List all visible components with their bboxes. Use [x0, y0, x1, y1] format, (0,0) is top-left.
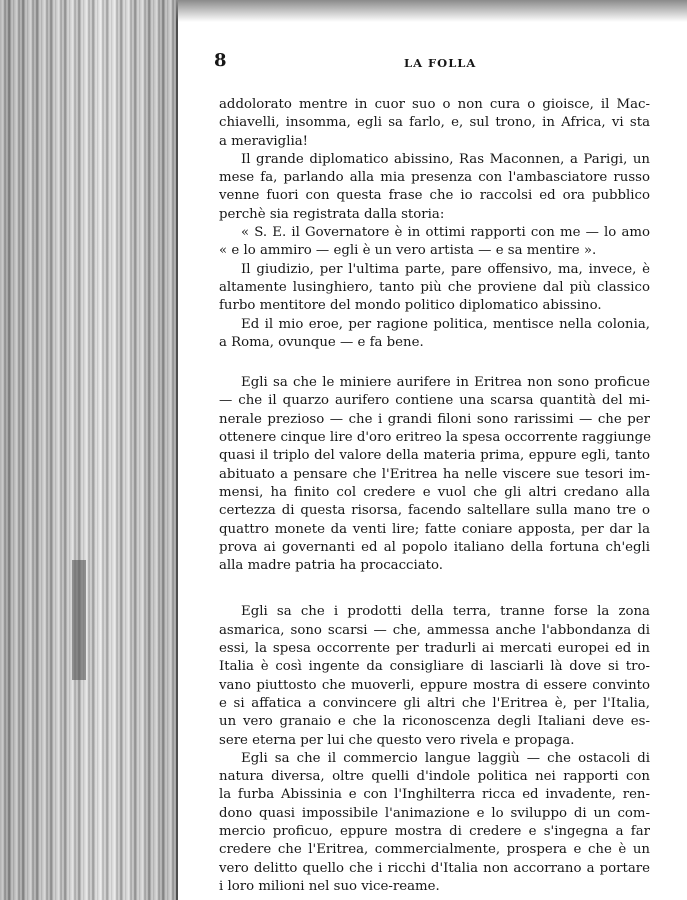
text-line: credere che l'Eritrea, commercialmente, prospera e che è un [219, 842, 650, 858]
text-line: un vero granaio e che la riconoscenza degli Italiani deve es- [219, 714, 650, 730]
text-line: vero delitto quello che i ricchi d'Italia non accorrano a portare [219, 860, 650, 876]
scan-top-shadow [176, 0, 687, 22]
text-line: Il grande diplomatico abissino, Ras Maconnen, a Parigi, un [241, 151, 650, 167]
text-line: Ed il mio eroe, per ragione politica, mentisce nella colonia, [241, 316, 650, 332]
text-line: Egli sa che i prodotti della terra, tranne forse la zona [241, 604, 650, 620]
text-line: addolorato mentre in cuor suo o non cura o gioisce, il Mac- [219, 97, 650, 112]
book-page-edge [0, 0, 178, 900]
text-line: venne fuori con questa frase che io raccolsi ed ora pubblico [219, 188, 650, 204]
text-line: ottenere cinque lire d'oro eritreo la spesa occorrente raggiunge [219, 430, 652, 446]
text-line: mese fa, parlando alla mia presenza con l'ambasciatore russo [219, 170, 650, 186]
quote-line: « S. E. il Governatore è in ottimi rapporti con me — lo amo [241, 225, 650, 241]
text-line: i loro milioni nel suo vice-reame. [219, 878, 440, 894]
text-line: — che il quarzo aurifero contiene una scarsa quantità del mi- [219, 393, 650, 409]
text-line: asmarica, sono scarsi — che, ammessa anche l'abbondanza di [219, 622, 650, 638]
section-gap [219, 352, 650, 374]
body-text [219, 96, 650, 896]
text-line: Il giudizio, per l'ultima parte, pare offensivo, ma, invece, è [241, 261, 650, 277]
text-line: chiavelli, insomma, egli sa farlo, e, sul trono, in Africa, vi sta [219, 115, 650, 131]
text-line: nerale prezioso — che i grandi filoni sono rarissimi — che per [219, 411, 650, 427]
text-line: abituato a pensare che l'Eritrea ha nelle viscere sue tesori im- [219, 466, 650, 482]
text-line: prova ai governanti ed al popolo italiano della fortuna ch'egli [219, 539, 650, 555]
text-line: a meraviglia! [219, 133, 308, 149]
text-line: mensi, ha finito col credere e vuol che gli altri credano alla [219, 484, 650, 500]
text-line: Egli sa che le miniere aurifere in Eritrea non sono proficue [241, 375, 650, 391]
text-line: essi, la spesa occorrente per tradurli ai mercati europei ed in [219, 641, 650, 657]
text-line: a Roma, ovunque — e fa bene. [219, 334, 424, 350]
text-line: Egli sa che il commercio langue laggiù — che ostacoli di [241, 750, 650, 766]
text-line: perchè sia registrata dalla storia: [219, 206, 445, 222]
text-line: sere eterna per lui che questo vero rivela e propaga. [219, 732, 575, 748]
text-line: mercio proficuo, eppure mostra di credere e s'ingegna a far [219, 823, 650, 839]
text-line: e si affatica a convincere gli altri che l'Eritrea è, per l'Italia, [219, 695, 650, 711]
text-line: Italia è così ingente da consigliare di lasciarli là dove si tro- [219, 659, 650, 675]
page-edge-shadow [72, 560, 86, 680]
quote-line: « e lo ammiro — egli è un vero artista — e sa mentire ». [219, 243, 597, 259]
text-line: vano piuttosto che muoverli, eppure mostra di essere convinto [219, 677, 650, 693]
text-line: dono quasi impossibile l'animazione e lo sviluppo di un com- [219, 805, 650, 821]
section-gap [219, 575, 650, 603]
page-number: 8 [214, 50, 227, 71]
text-line: alla madre patria ha procacciato. [219, 558, 444, 574]
text-line: quattro monete da venti lire; fatte coniare apposta, per dar la [219, 521, 650, 537]
running-head [214, 50, 650, 74]
text-line: natura diversa, oltre quelli d'indole politica nei rapporti con [219, 769, 650, 785]
text-line: furbo mentitore del mondo politico diplomatico abissino. [219, 298, 602, 314]
text-line: certezza di questa risorsa, facendo saltellare sulla mano tre o [219, 503, 650, 519]
text-line: quasi il triplo del valore della materia prima, eppure egli, tanto [219, 448, 650, 464]
text-line: altamente lusinghiero, tanto più che proviene dal più classico [219, 279, 650, 295]
header-title: LA FOLLA [404, 56, 477, 70]
text-line: la furba Abissinia e con l'Inghilterra ricca ed invadente, ren- [219, 787, 650, 803]
